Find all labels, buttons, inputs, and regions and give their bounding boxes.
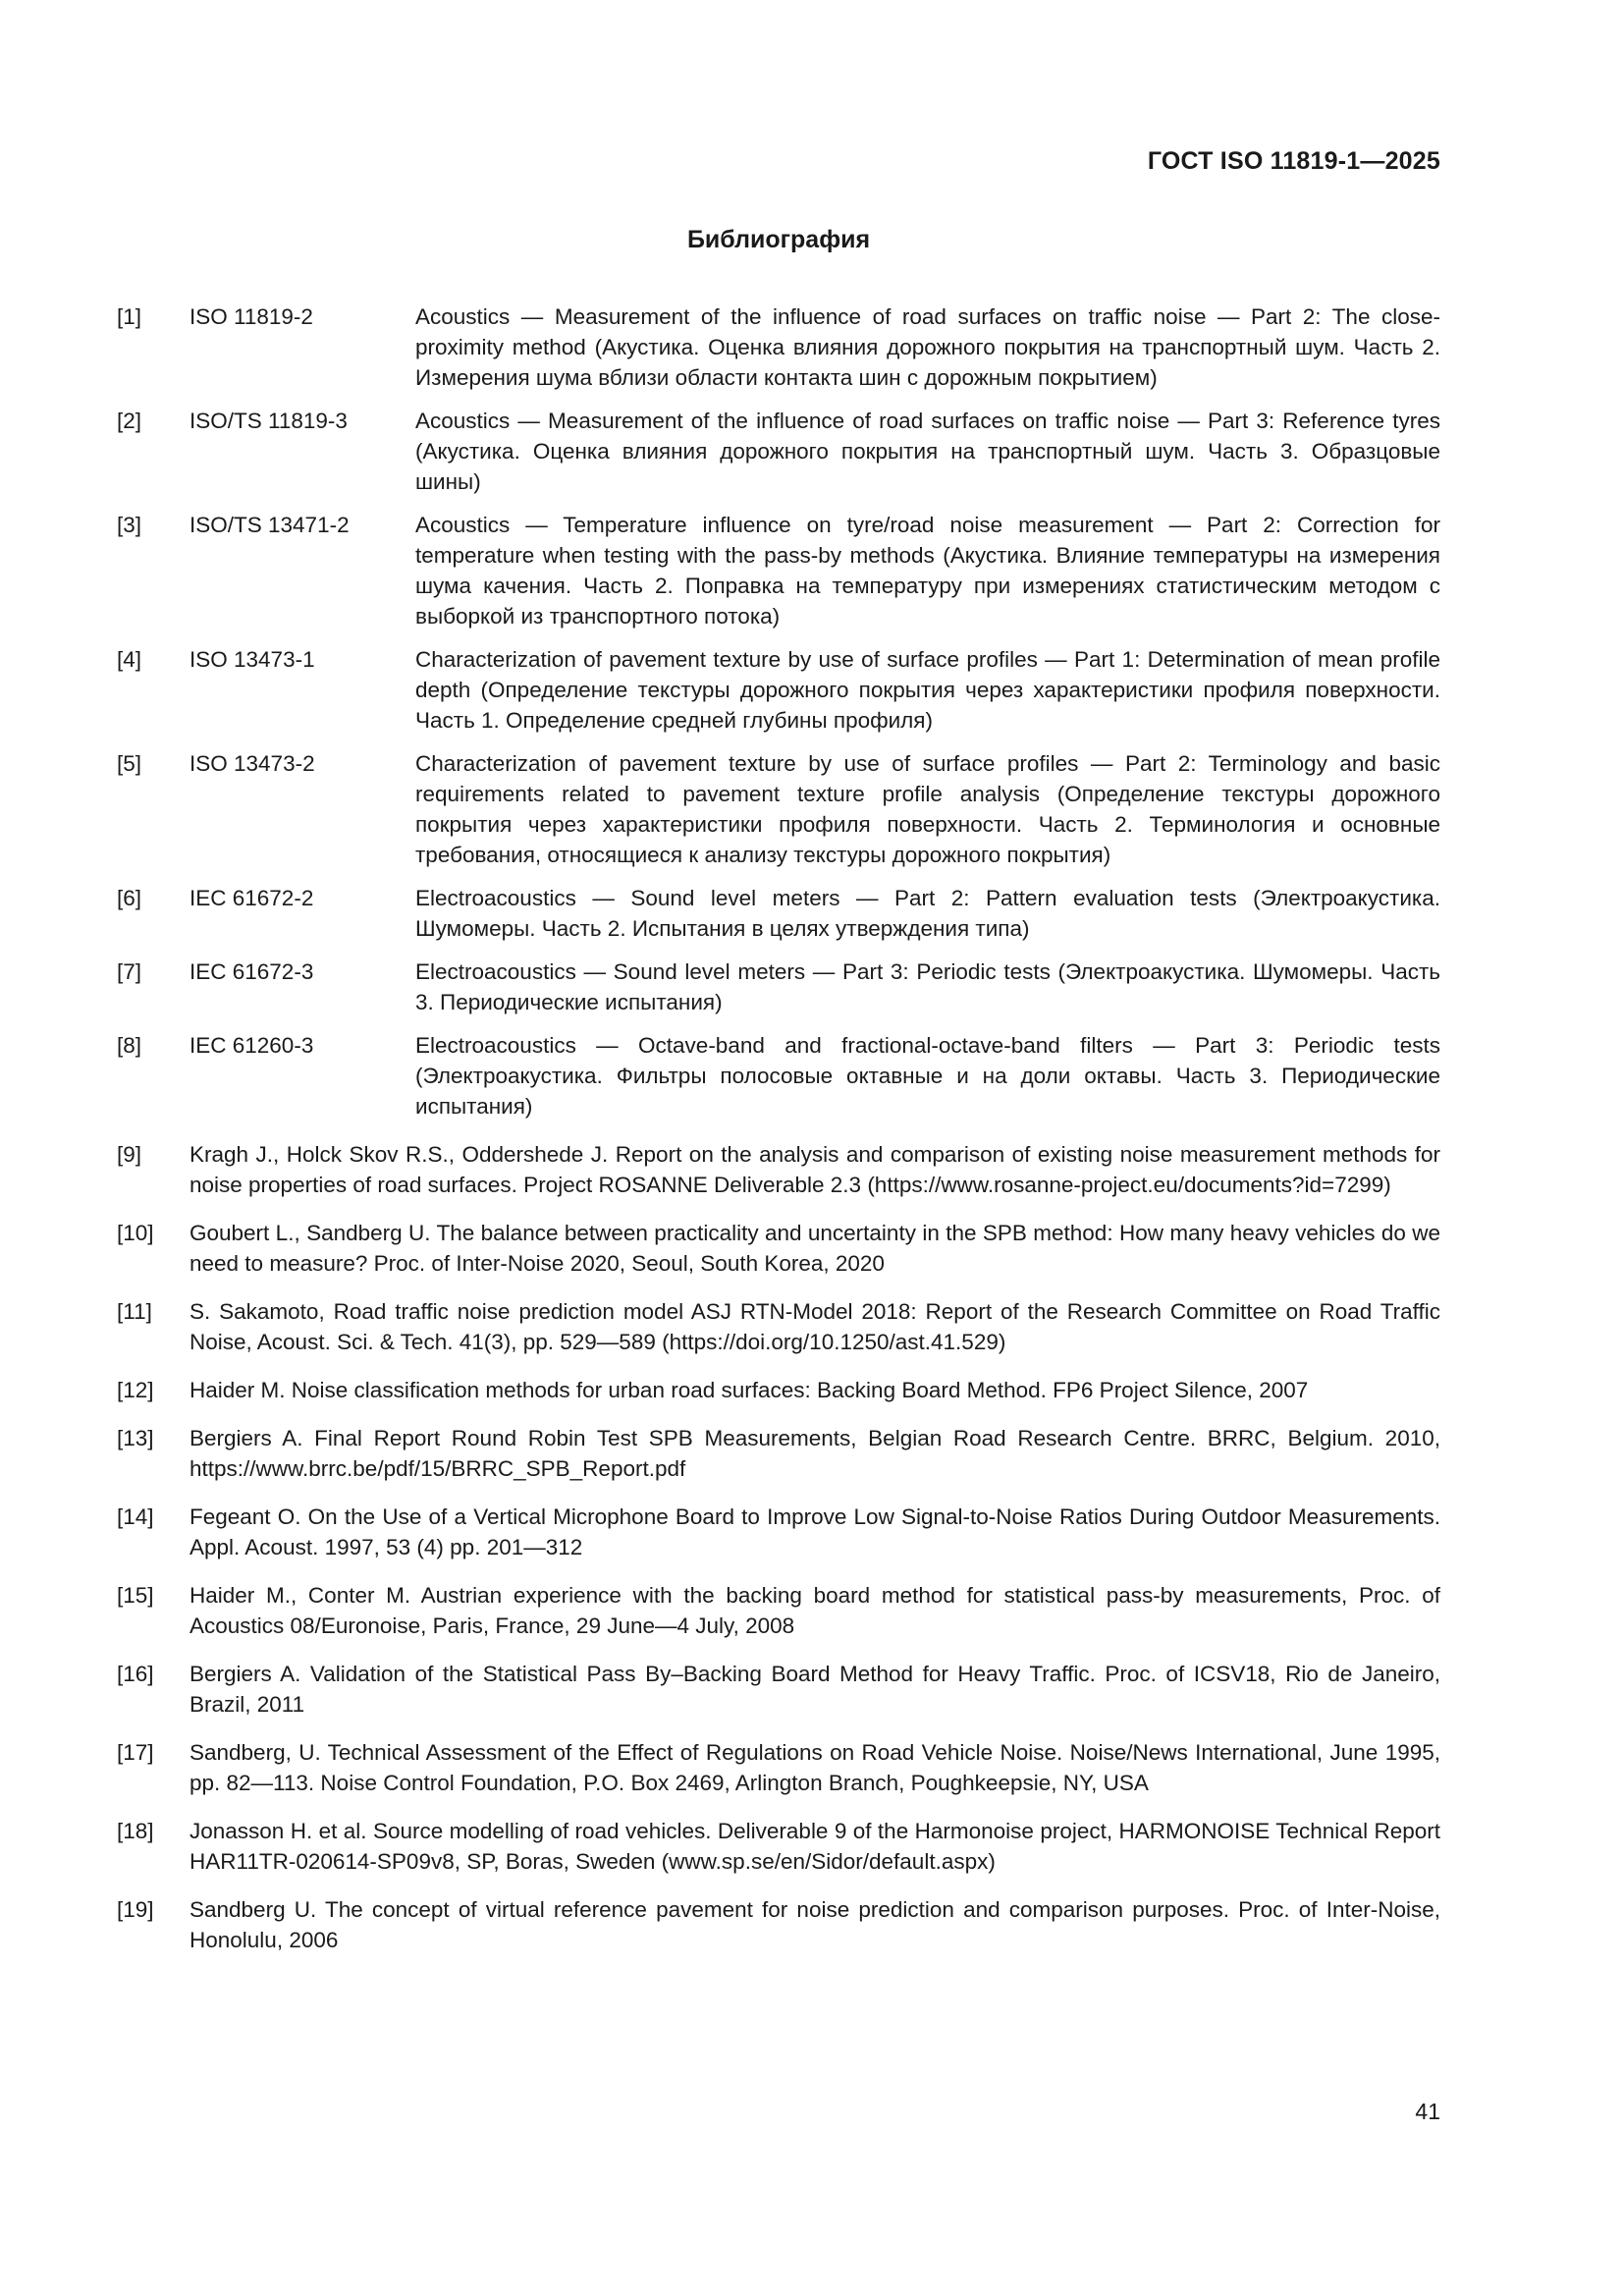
entry-number: [14]: [117, 1504, 154, 1529]
bibliography-entry: [117, 1423, 1440, 1484]
bibliography-list: [117, 301, 1440, 1955]
entry-text: Characterization of pavement texture by use of surface profiles — Part 2: Terminology and basic requirements related to pavement texture profile analysis (Определение текстуры дорожного покрытия через характеристики профиля поверхности. Часть 2. Терминология и основные требования, относящиеся к анализу текстуры дорожного покрытия): [415, 751, 1440, 867]
standard-code-header: ГОСТ ISO 11819-1—2025: [1147, 147, 1440, 175]
entry-number: [2]: [117, 409, 142, 433]
entry-number: [19]: [117, 1897, 154, 1922]
entry-number: [7]: [117, 959, 142, 984]
bibliography-entry: [117, 1580, 1440, 1641]
page-number: 41: [1415, 2099, 1440, 2124]
entry-text: Sandberg U. The concept of virtual reference pavement for noise prediction and comparison purposes. Proc. of Inter-Noise, Honolulu, 2006: [189, 1897, 1440, 1952]
entry-code: IEC 61672-2: [189, 886, 314, 910]
entry-number: [13]: [117, 1426, 154, 1450]
entry-code: ISO 13473-1: [189, 647, 315, 672]
page-title: Библиография: [686, 226, 871, 253]
entry-text: Bergiers A. Final Report Round Robin Test SPB Measurements, Belgian Road Research Centre. BRRC, Belgium. 2010, https://www.brrc.be/pdf/15/BRRC_SPB_Report.pdf: [189, 1426, 1440, 1481]
entry-text: Acoustics — Measurement of the influence of road surfaces on traffic noise — Part 3: Reference tyres (Акустика. Оценка влияния дорожного покрытия на транспортный шум. Часть 3. Образцовые шины): [415, 409, 1440, 494]
entry-number: [12]: [117, 1378, 154, 1402]
entry-number: [5]: [117, 751, 142, 776]
bibliography-entry: [117, 1816, 1440, 1877]
entry-number: [6]: [117, 886, 142, 910]
bibliography-entry: [117, 1296, 1440, 1357]
bibliography-entry: [117, 1737, 1440, 1798]
bibliography-entry: [117, 1375, 1440, 1405]
bibliography-entry: [117, 1894, 1440, 1955]
entry-number: [1]: [117, 304, 142, 329]
entry-number: [16]: [117, 1662, 154, 1686]
entry-text: S. Sakamoto, Road traffic noise prediction model ASJ RTN-Model 2018: Report of the Research Committee on Road Traffic Noise, Acoust. Sci. & Tech. 41(3), pp. 529—589 (https://doi.org/10.1250/ast.41.529): [189, 1299, 1440, 1354]
entry-number: [18]: [117, 1819, 154, 1843]
entry-code: ISO 13473-2: [189, 751, 315, 776]
bibliography-entry: [117, 1030, 1440, 1121]
bibliography-entry: [117, 1218, 1440, 1279]
entry-number: [3]: [117, 513, 142, 537]
entry-number: [4]: [117, 647, 142, 672]
entry-text: Kragh J., Holck Skov R.S., Oddershede J. Report on the analysis and comparison of existing noise measurement methods for noise properties of road surfaces. Project ROSANNE Deliverable 2.3 (https://www.rosanne-project.eu/documents?id=7299): [189, 1142, 1440, 1197]
bibliography-entry: [117, 644, 1440, 736]
entry-number: [11]: [117, 1299, 152, 1324]
entry-number: [10]: [117, 1221, 154, 1245]
entry-code: ISO/TS 11819-3: [189, 409, 348, 433]
entry-code: ISO 11819-2: [189, 304, 313, 329]
entry-text: Acoustics — Measurement of the influence of road surfaces on traffic noise — Part 2: The close-proximity method (Акустика. Оценка влияния дорожного покрытия на транспортный шум. Часть 2. Измерения шума вблизи области контакта шин с дорожным покрытием): [415, 304, 1440, 390]
entry-number: [17]: [117, 1740, 154, 1765]
bibliography-entry: [117, 406, 1440, 497]
entry-code: ISO/TS 13471-2: [189, 513, 350, 537]
entry-number: [8]: [117, 1033, 142, 1058]
bibliography-entry: [117, 957, 1440, 1017]
bibliography-entry: [117, 1659, 1440, 1720]
bibliography-entry: [117, 1502, 1440, 1562]
entry-number: [9]: [117, 1142, 142, 1167]
entry-text: Characterization of pavement texture by use of surface profiles — Part 1: Determination of mean profile depth (Определение текстуры дорожного покрытия через характеристики профиля поверхности. Часть 1. Определение средней глубины профиля): [415, 647, 1440, 733]
entry-code: IEC 61260-3: [189, 1033, 314, 1058]
bibliography-entry: [117, 748, 1440, 870]
entry-text: Electroacoustics — Octave-band and fractional-octave-band filters — Part 3: Periodic tests (Электроакустика. Фильтры полосовые октавные и на доли октавы. Часть 3. Периодические испытания): [415, 1033, 1440, 1119]
entry-text: Electroacoustics — Sound level meters — Part 3: Periodic tests (Электроакустика. Шумомеры. Часть 3. Периодические испытания): [415, 959, 1440, 1014]
entry-text: Bergiers A. Validation of the Statistical Pass By–Backing Board Method for Heavy Traffic. Proc. of ICSV18, Rio de Janeiro, Brazil, 2011: [189, 1662, 1440, 1717]
entry-text: Electroacoustics — Sound level meters — Part 2: Pattern evaluation tests (Электроакустика. Шумомеры. Часть 2. Испытания в целях утверждения типа): [415, 886, 1440, 941]
bibliography-entry: [117, 301, 1440, 393]
entry-text: Goubert L., Sandberg U. The balance between practicality and uncertainty in the SPB method: How many heavy vehicles do we need to measure? Proc. of Inter-Noise 2020, Seoul, South Korea, 2020: [189, 1221, 1440, 1276]
entry-text: Sandberg, U. Technical Assessment of the Effect of Regulations on Road Vehicle Noise. Noise/News International, June 1995, pp. 82—113. Noise Control Foundation, P.O. Box 2469, Arlington Branch, Poughkeepsie, NY, USA: [189, 1740, 1440, 1795]
entry-text: Fegeant O. On the Use of a Vertical Microphone Board to Improve Low Signal-to-Noise Ratios During Outdoor Measurements. Appl. Acoust. 1997, 53 (4) pp. 201—312: [189, 1504, 1440, 1559]
bibliography-entry: [117, 883, 1440, 944]
entry-number: [15]: [117, 1583, 154, 1608]
entry-text: Jonasson H. et al. Source modelling of road vehicles. Deliverable 9 of the Harmonoise project, HARMONOISE Technical Report HAR11TR-020614-SP09v8, SP, Boras, Sweden (www.sp.se/en/Sidor/default.aspx): [189, 1819, 1440, 1874]
entry-text: Haider M., Conter M. Austrian experience with the backing board method for statistical pass-by measurements, Proc. of Acoustics 08/Euronoise, Paris, France, 29 June—4 July, 2008: [189, 1583, 1440, 1638]
entry-text: Acoustics — Temperature influence on tyre/road noise measurement — Part 2: Correction for temperature when testing with the pass-by methods (Акустика. Влияние температуры на измерения шума качения. Часть 2. Поправка на температуру при измерениях статистическим методом с выборкой из транспортного потока): [415, 513, 1440, 629]
bibliography-entry: [117, 510, 1440, 631]
entry-text: Haider M. Noise classification methods for urban road surfaces: Backing Board Method. FP6 Project Silence, 2007: [189, 1378, 1309, 1402]
entry-code: IEC 61672-3: [189, 959, 314, 984]
bibliography-entry: [117, 1139, 1440, 1200]
